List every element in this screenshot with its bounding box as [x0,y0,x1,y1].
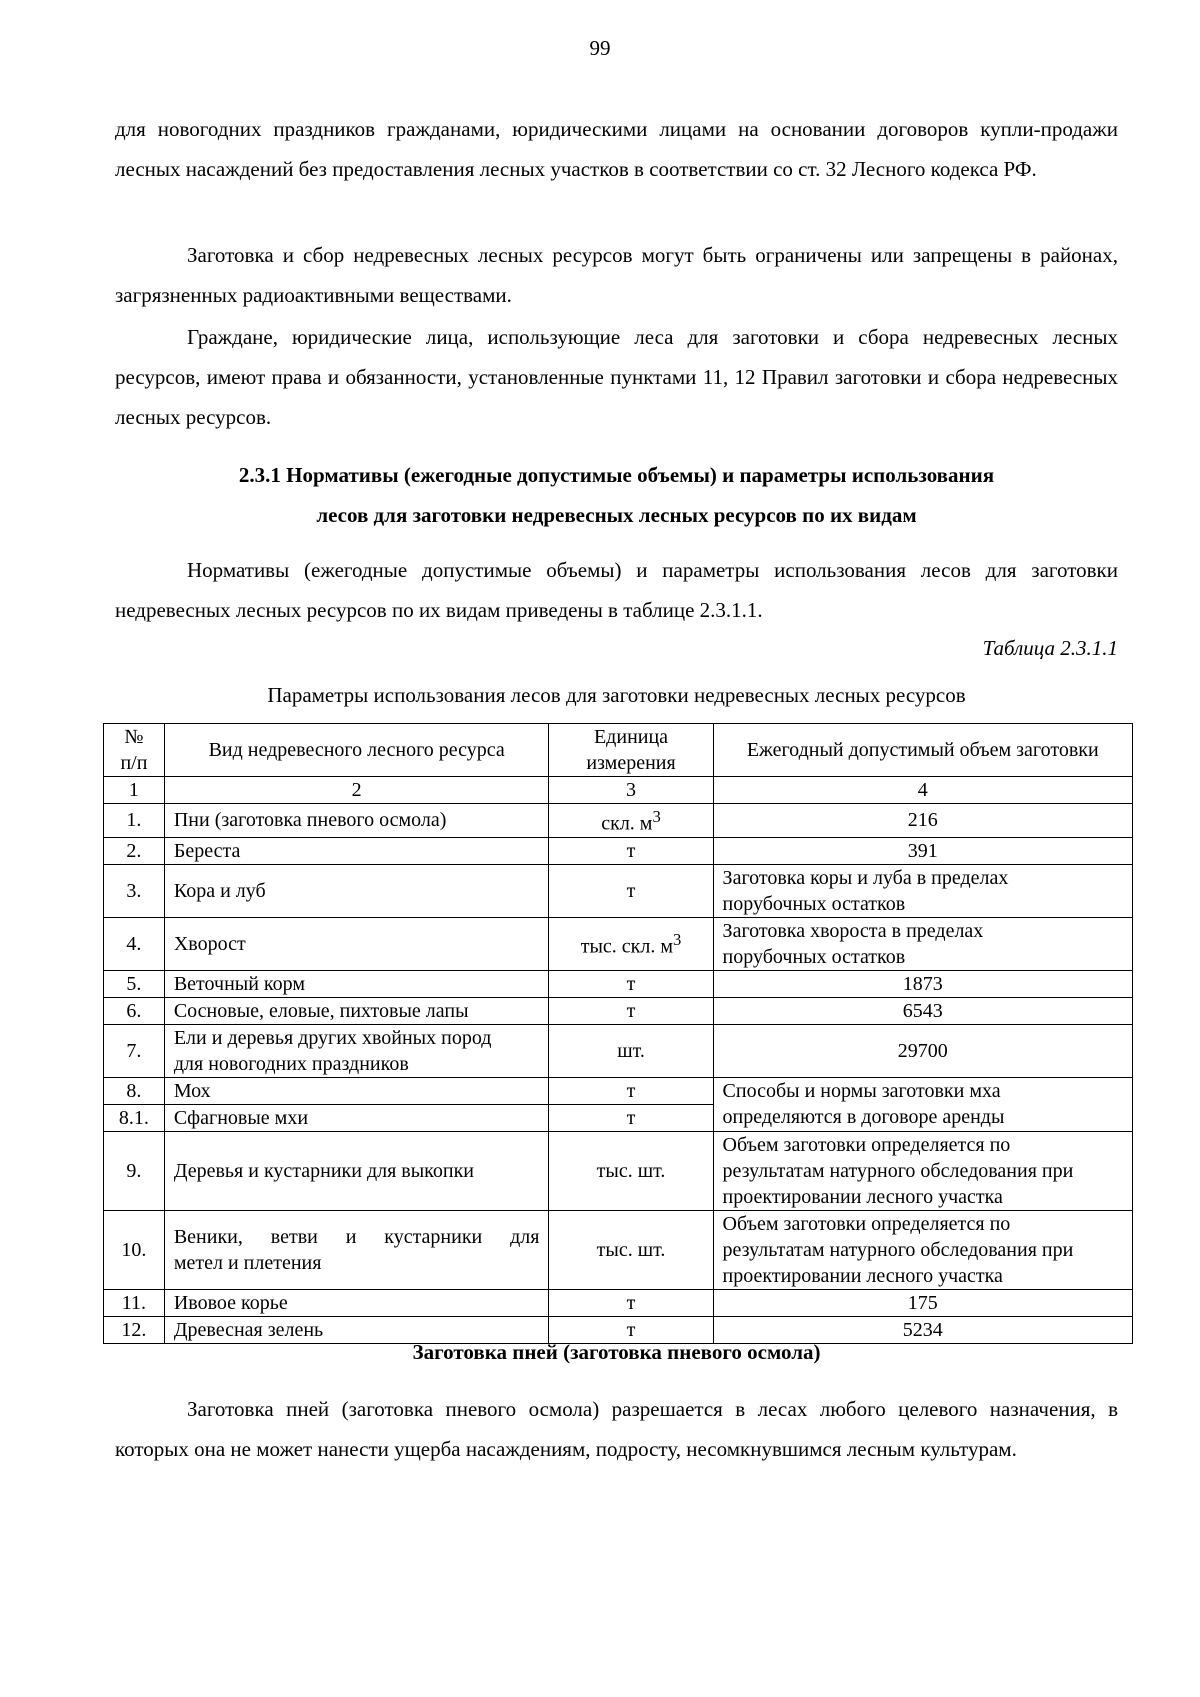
row-type [164,1210,549,1289]
table-row [104,997,1133,1024]
volume-line: результатам натурного обследования при [722,1159,1074,1182]
col-number-4: 4 [713,777,1132,804]
type-line: Веники, ветви и кустарники для [173,1225,540,1248]
volume-line: результатам натурного обследования при [722,1238,1074,1261]
header-unit-line2: измерения [586,752,676,774]
unit-text: тыс. скл. м [580,935,673,958]
row-unit: тыс. шт. [549,1131,713,1210]
row-unit: т [549,864,713,917]
row-num: 8. [104,1077,165,1104]
row-volume-merged [713,1077,1132,1131]
header-num-line1: № [124,726,144,748]
row-unit: шт. [549,1024,713,1077]
table-title: Параметры использования лесов для заготовки недревесных лесных ресурсов [267,683,966,707]
row-type: Деревья и кустарники для выкопки [164,1131,549,1210]
row-unit: т [549,1316,713,1343]
row-volume: 6543 [713,997,1132,1024]
row-unit: т [549,997,713,1024]
row-num: 11. [104,1289,165,1316]
volume-line: Способы и нормы заготовки мха [722,1080,1001,1103]
paragraph-norms: Нормативы (ежегодные допустимые объемы) и параметры использования лесов для заготовки недревесных лесных ресурсов по их видам приведены в таблице 2.3.1.1. [115,558,1118,622]
row-type [164,1024,549,1077]
row-type: Древесная зелень [164,1316,549,1343]
volume-line: Объем заготовки определяется по [722,1133,1011,1156]
table-row [104,1210,1133,1289]
header-volume: Ежегодный допустимый объем заготовки [713,724,1132,777]
row-type: Сфагновые мхи [164,1104,549,1131]
row-num: 9. [104,1131,165,1210]
volume-line: проектировании лесного участка [722,1264,1003,1287]
row-unit: т [549,970,713,997]
row-unit [549,804,713,838]
volume-line: порубочных остатков [722,945,906,968]
table-row [104,804,1133,838]
row-type: Мох [164,1077,549,1104]
section-heading-line1: 2.3.1 Нормативы (ежегодные допустимые объемы) и параметры использования [238,463,995,487]
header-type: Вид недревесного лесного ресурса [164,724,549,777]
column-number-row [104,777,1133,804]
table-row [104,1131,1133,1210]
paragraph-rights: Граждане, юридические лица, использующие леса для заготовки и сбора недревесных лесных ресурсов, имеют права и обязанности, установленные пунктами 11, 12 Правил заготовки и сбора недревесных лесных ресурсов. [115,325,1118,429]
row-num: 8.1. [104,1104,165,1131]
unit-superscript: 3 [673,930,682,950]
unit-superscript: 3 [652,807,661,826]
col-number-3: 3 [549,777,713,804]
type-line: Ели и деревья других хвойных пород [173,1026,492,1049]
row-num: 2. [104,837,165,864]
row-volume: 216 [713,804,1132,838]
subsection-heading: Заготовка пней (заготовка пневого осмола) [412,1340,821,1364]
row-type: Хворост [164,917,549,970]
row-unit: т [549,1077,713,1104]
row-num: 10. [104,1210,165,1289]
row-type: Пни (заготовка пневого осмола) [164,804,549,838]
parameters-table [103,723,1133,1344]
paragraph-stumps: Заготовка пней (заготовка пневого осмола) разрешается в лесах любого целевого назначения, в которых она не может нанести ущерба насаждениям, подросту, несомкнувшимся лесным культурам. [115,1397,1118,1461]
row-type: Сосновые, еловые, пихтовые лапы [164,997,549,1024]
row-volume [713,864,1132,917]
row-num: 3. [104,864,165,917]
volume-line: проектировании лесного участка [722,1185,1003,1208]
unit-text: скл. м [601,812,653,835]
row-volume [713,917,1132,970]
table-row [104,917,1133,970]
row-type: Береста [164,837,549,864]
paragraph-radioactive: Заготовка и сбор недревесных лесных ресурсов могут быть ограничены или запрещены в районах, загрязненных радиоактивными веществами. [115,243,1118,307]
table-row [104,970,1133,997]
row-num: 6. [104,997,165,1024]
row-num: 1. [104,804,165,838]
row-unit: тыс. шт. [549,1210,713,1289]
row-volume: 29700 [713,1024,1132,1077]
row-num: 7. [104,1024,165,1077]
header-unit-line1: Единица [593,726,669,748]
row-num: 4. [104,917,165,970]
volume-line: порубочных остатков [722,892,906,915]
table-header-row [104,724,1133,777]
section-heading-line2: лесов для заготовки недревесных лесных ресурсов по их видам [316,503,917,527]
row-unit: т [549,837,713,864]
row-unit [549,917,713,970]
row-type: Веточный корм [164,970,549,997]
row-volume: 391 [713,837,1132,864]
volume-line: Заготовка коры и луба в пределах [722,866,1009,889]
table-row [104,1077,1133,1104]
table-row [104,864,1133,917]
type-line: для новогодних праздников [173,1052,409,1075]
page-number: 99 [589,36,611,60]
volume-line: Заготовка хвороста в пределах [722,919,984,942]
row-volume: 5234 [713,1316,1132,1343]
col-number-1: 1 [104,777,165,804]
volume-line: Объем заготовки определяется по [722,1212,1011,1235]
table-row [104,837,1133,864]
row-unit: т [549,1104,713,1131]
paragraph-continued: для новогодних праздников гражданами, юридическими лицами на основании договоров купли-продажи лесных насаждений без предоставления лесных участков в соответствии со ст. 32 Лесного кодекса РФ. [115,117,1118,181]
row-type: Кора и луб [164,864,549,917]
row-num: 5. [104,970,165,997]
table-row [104,1289,1133,1316]
row-volume: 1873 [713,970,1132,997]
row-volume: 175 [713,1289,1132,1316]
row-num: 12. [104,1316,165,1343]
table-row [104,1024,1133,1077]
header-num-line2: п/п [120,752,148,774]
table-label: Таблица 2.3.1.1 [982,636,1118,660]
row-volume [713,1210,1132,1289]
row-type: Ивовое корье [164,1289,549,1316]
header-unit [549,724,713,777]
volume-line: определяются в договоре аренды [722,1106,1005,1129]
section-heading [115,455,1118,535]
row-unit: т [549,1289,713,1316]
row-volume [713,1131,1132,1210]
header-num [104,724,165,777]
col-number-2: 2 [164,777,549,804]
type-line: метел и плетения [173,1251,322,1274]
